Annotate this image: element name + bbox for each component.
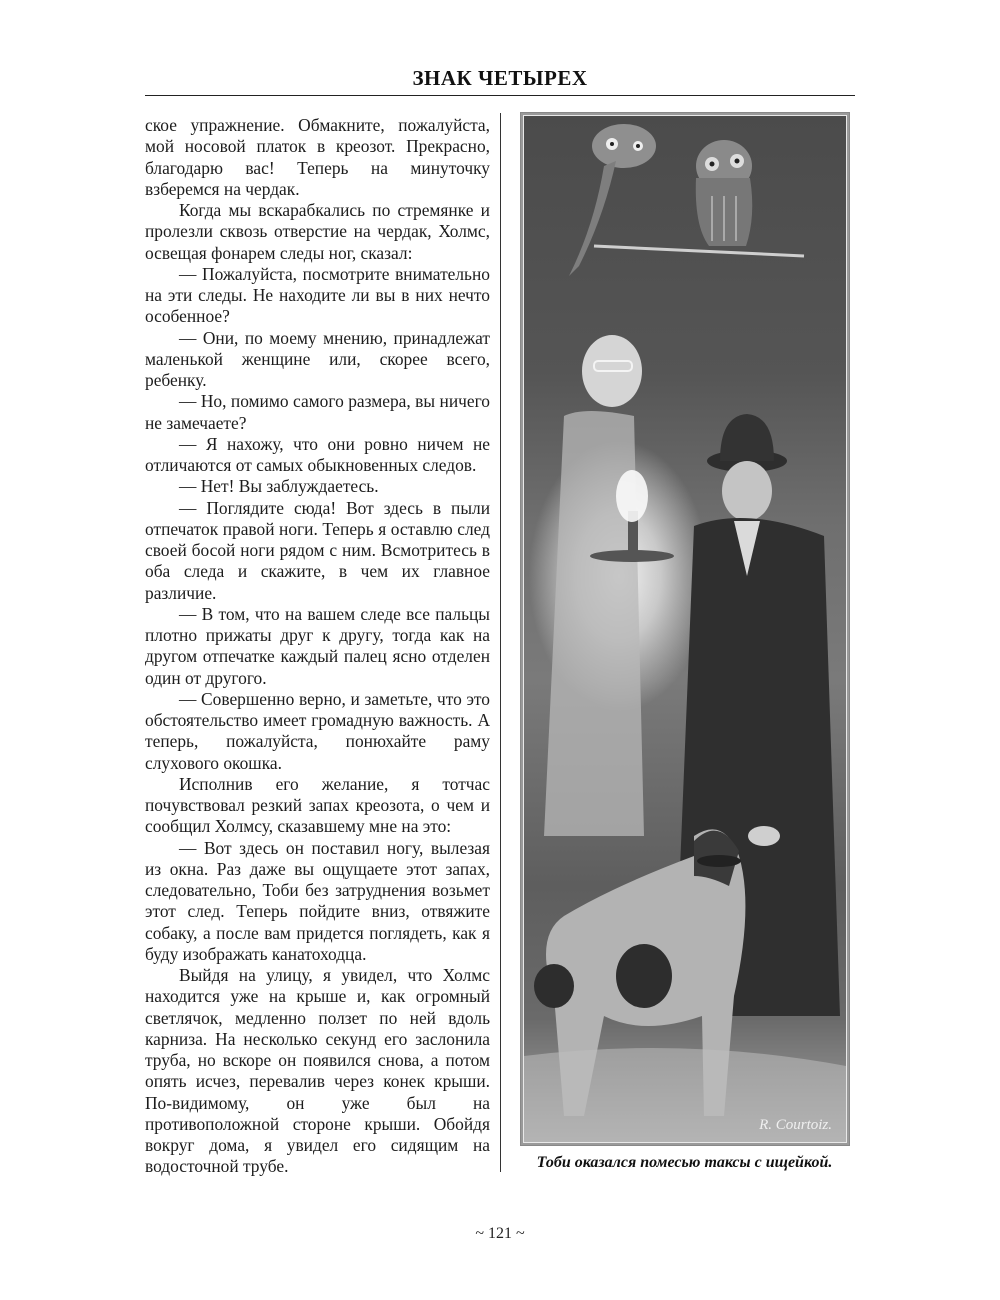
paragraph: — Пожалуйста, посмотрите внимательно на эти следы. Не находите ли вы в них нечто особенное? bbox=[145, 263, 490, 327]
illustration-image bbox=[523, 115, 847, 1143]
paragraph: — Поглядите сюда! Вот здесь в пыли отпечаток правой ноги. Теперь я оставлю след своей босой ноги рядом с ним. Всмотритесь в оба следа и скажите, в чем их главное различие. bbox=[145, 497, 490, 603]
paragraph: — Совершенно верно, и заметьте, что это обстоятельство имеет громадную важность. А теперь, пожалуйста, понюхайте раму слухового окошка. bbox=[145, 688, 490, 773]
running-title: ЗНАК ЧЕТЫРЕХ bbox=[412, 66, 588, 90]
paragraph: — Но, помимо самого размера, вы ничего не замечаете? bbox=[145, 391, 490, 433]
illustration bbox=[520, 112, 850, 1146]
illustration-drawing-icon bbox=[524, 116, 846, 1142]
paragraph: — Нет! Вы заблуждаетесь. bbox=[179, 476, 379, 497]
paragraph: — В том, что на вашем следе все пальцы плотно прижаты друг к другу, тогда как на другом отпечатке каждый палец ясно отделен один от другого. bbox=[145, 603, 490, 688]
paragraph: Когда мы вскарабкались по стремянке и пролезли сквозь отверстие на чердак, Холмс, освещая фонарем следы ног, сказал: bbox=[145, 200, 490, 263]
paragraph: Выйдя на улицу, я увидел, что Холмс находится уже на крыше и, как огромный светлячок, медленно ползет по ней вдоль карниза. На несколько секунд его заслонила труба, но вскоре он появился снова, а потом опять исчез, перевалив через конек крыши. По-видимому, он уже был на противоположной стороне крыши. Обойдя вокруг дома, я увидел его сидящим на водосточной трубе. bbox=[145, 965, 490, 1177]
figure-caption: Тоби оказался помесью таксы с ищейкой. bbox=[536, 1154, 833, 1171]
paragraph: — Они, по моему мнению, принадлежат маленькой женщине или, скорее всего, ребенку. bbox=[145, 327, 490, 390]
text-column bbox=[145, 115, 490, 1178]
paragraph: ское упражнение. Обмакните, пожалуйста, мой носовой платок в креозот. Прекрасно, благодарю вас! Теперь на минуточку взберемся на чердак. bbox=[145, 115, 490, 199]
paragraph: Исполнив его желание, я тотчас почувствовал резкий запах креозота, о чем и сообщил Холмсу, сказавшему мне на это: bbox=[145, 773, 490, 837]
paragraph: — Я нахожу, что они ровно ничем не отличаются от самых обыкновенных следов. bbox=[145, 433, 490, 475]
paragraph: — Вот здесь он поставил ногу, вылезая из окна. Раз даже вы ощущаете этот запах, следовательно, Тоби без затруднения возьмет этот след. Теперь пойдите вниз, отвяжите собаку, а после вам придется поглядеть, как я буду изображать канатоходца. bbox=[145, 837, 490, 964]
artist-signature: R. Courtoiz. bbox=[759, 1117, 832, 1133]
header-rule bbox=[145, 95, 855, 96]
page-number: ~ 121 ~ bbox=[475, 1225, 525, 1242]
column-divider bbox=[500, 113, 501, 1172]
